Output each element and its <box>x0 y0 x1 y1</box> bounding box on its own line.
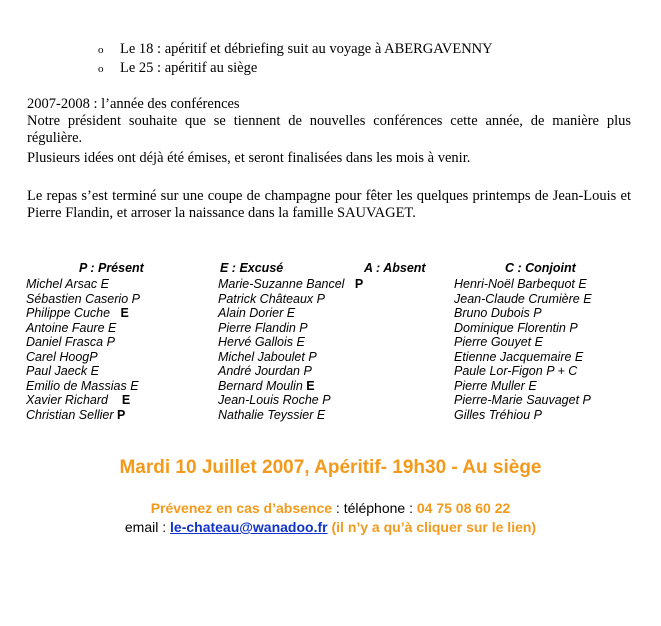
attendee-row <box>218 277 363 292</box>
attendee-name: Marie-Suzanne Bancel <box>218 277 355 291</box>
attendee-status: P <box>308 349 317 364</box>
attendee-name: Philippe Cuche <box>26 306 121 321</box>
attendee-status: E <box>130 378 139 393</box>
attendee-name: Xavier Richard <box>26 393 122 408</box>
attendee-name: Hervé Gallois <box>218 335 297 350</box>
attendee-status: E <box>583 291 592 306</box>
attendee-row <box>454 292 592 307</box>
attendee-status: P <box>106 335 115 350</box>
attendee-status: E <box>90 364 99 379</box>
attendee-row <box>454 277 592 292</box>
attendee-name: Daniel Frasca <box>26 335 107 350</box>
attendee-status: E <box>528 378 537 393</box>
attendee-name: André Jourdan <box>218 364 304 379</box>
attendee-status: P <box>299 320 308 335</box>
attendee-name: Etienne Jacquemaire <box>454 349 575 364</box>
attendee-row <box>218 393 363 408</box>
attendee-status: P <box>303 364 312 379</box>
bullet-item <box>98 41 493 59</box>
bullet-marker: o <box>98 63 104 75</box>
separator: : <box>332 500 344 516</box>
attendee-row <box>218 408 363 423</box>
attendee-status: E <box>286 306 296 321</box>
attendee-name: Paule Lor-Figon <box>454 364 547 379</box>
attendee-name: Pierre Gouyet <box>454 335 535 350</box>
attendee-name: Emilio de Massias <box>26 378 131 393</box>
attendee-status: E <box>100 277 109 291</box>
attendee-row <box>454 335 592 350</box>
bullet-text: Le 25 : apéritif au siège <box>120 60 258 76</box>
attendance-column-2 <box>218 277 363 422</box>
attendee-status: E <box>534 335 543 350</box>
attendee-status: P <box>322 393 331 408</box>
attendee-status: P <box>89 349 98 364</box>
email-link[interactable]: le-chateau@wanadoo.fr <box>170 519 328 535</box>
attendee-name: Alain Dorier <box>218 306 287 321</box>
attendee-status: E <box>316 407 326 422</box>
attendee-name: Paul Jaeck <box>26 364 91 379</box>
bullet-item <box>98 60 257 78</box>
attendee-row <box>26 379 140 394</box>
attendee-row <box>26 350 140 365</box>
attendee-name: Pierre Muller <box>454 378 529 393</box>
attendee-row <box>218 379 363 394</box>
attendee-name: Pierre-Marie Sauvaget <box>454 393 583 408</box>
attendee-status: P <box>354 277 364 291</box>
attendee-status: P <box>131 291 140 306</box>
attendee-status: P + C <box>546 364 578 379</box>
absence-notice-label: Prévenez en cas d’absence <box>150 500 333 516</box>
phone-number[interactable]: 04 75 08 60 22 <box>416 500 511 516</box>
attendee-status: E <box>121 393 131 408</box>
attendee-row <box>218 364 363 379</box>
attendee-name: Sébastien Caserio <box>26 291 132 306</box>
paragraph: Le repas s’est terminé sur une coupe de champagne pour fêter les quelques printemps de Jean-Louis et Pierre Flandin, et arroser la naissance dans la famille SAUVAGET. <box>27 188 631 221</box>
attendee-row <box>218 350 363 365</box>
attendee-status: E <box>574 349 584 364</box>
legend-excuse: E : Excusé <box>220 261 284 275</box>
attendee-name: Carel Hoog <box>26 349 90 364</box>
attendee-name: Christian Sellier <box>26 407 118 422</box>
attendee-name: Pierre Flandin <box>218 320 300 335</box>
attendee-row <box>454 350 592 365</box>
attendee-status: P <box>569 320 578 335</box>
attendee-row <box>26 321 140 336</box>
attendee-row <box>454 379 592 394</box>
email-line <box>0 519 661 535</box>
attendee-status: P <box>316 291 326 306</box>
email-hint: (il n’y a qu’à cliquer sur le lien) <box>327 519 537 535</box>
attendee-row <box>454 408 592 423</box>
attendee-name: Jean-Claude Crumière <box>454 291 584 306</box>
bullet-text: Le 18 : apéritif et débriefing suit au voyage à ABERGAVENNY <box>120 41 493 57</box>
attendee-row <box>26 335 140 350</box>
attendee-status: P <box>582 393 591 408</box>
attendee-status: P <box>533 306 542 321</box>
attendee-row <box>218 335 363 350</box>
attendance-column-1 <box>26 277 140 422</box>
event-announcement: Mardi 10 Juillet 2007, Apéritif- 19h30 - Au siège <box>119 457 542 478</box>
attendee-row <box>218 321 363 336</box>
attendee-name: Michel Jaboulet <box>218 349 309 364</box>
attendee-row <box>26 292 140 307</box>
email-label: email : <box>124 519 171 535</box>
bullet-marker: o <box>98 44 104 56</box>
attendee-row <box>454 393 592 408</box>
attendee-row <box>26 277 140 292</box>
attendee-name: Jean-Louis Roche <box>218 393 323 408</box>
attendee-row <box>26 306 140 321</box>
attendee-status: E <box>108 320 117 335</box>
paragraph: Notre président souhaite que se tiennent de nouvelles conférences cette année, de manière plus régulière. <box>27 113 631 146</box>
attendee-row <box>454 306 592 321</box>
attendee-row <box>26 393 140 408</box>
attendee-row <box>454 321 592 336</box>
attendee-name: Bruno Dubois <box>454 306 534 321</box>
attendee-row <box>454 364 592 379</box>
attendee-row <box>26 364 140 379</box>
legend-absent: A : Absent <box>364 261 426 275</box>
attendee-row <box>218 306 363 321</box>
attendee-name: Bernard Moulin <box>218 378 307 393</box>
attendee-status: E <box>578 277 587 291</box>
attendee-name: Patrick Châteaux <box>218 291 317 306</box>
attendee-name: Nathalie Teyssier <box>218 407 317 422</box>
attendance-column-3 <box>454 277 592 422</box>
phone-label: téléphone : <box>343 500 417 516</box>
legend-conjoint: C : Conjoint <box>505 261 576 275</box>
attendee-status: E <box>296 335 305 350</box>
attendee-status: E <box>306 378 315 393</box>
attendee-row <box>218 292 363 307</box>
absence-notice <box>0 500 661 516</box>
legend-present: P : Présent <box>79 261 144 275</box>
attendee-row <box>26 408 140 423</box>
attendee-name: Antoine Faure <box>26 320 108 335</box>
attendee-name: Henri-Noël Barbequot <box>454 277 579 291</box>
attendee-status: P <box>117 407 126 422</box>
attendee-name: Gilles Tréhiou <box>454 407 534 422</box>
attendee-name: Dominique Florentin <box>454 320 570 335</box>
attendee-name: Michel Arsac <box>26 277 101 291</box>
paragraph: Plusieurs idées ont déjà été émises, et seront finalisées dans les mois à venir. <box>27 150 471 166</box>
section-heading: 2007-2008 : l’année des conférences <box>27 96 240 112</box>
attendee-status: E <box>120 306 129 321</box>
attendee-status: P <box>533 407 543 422</box>
